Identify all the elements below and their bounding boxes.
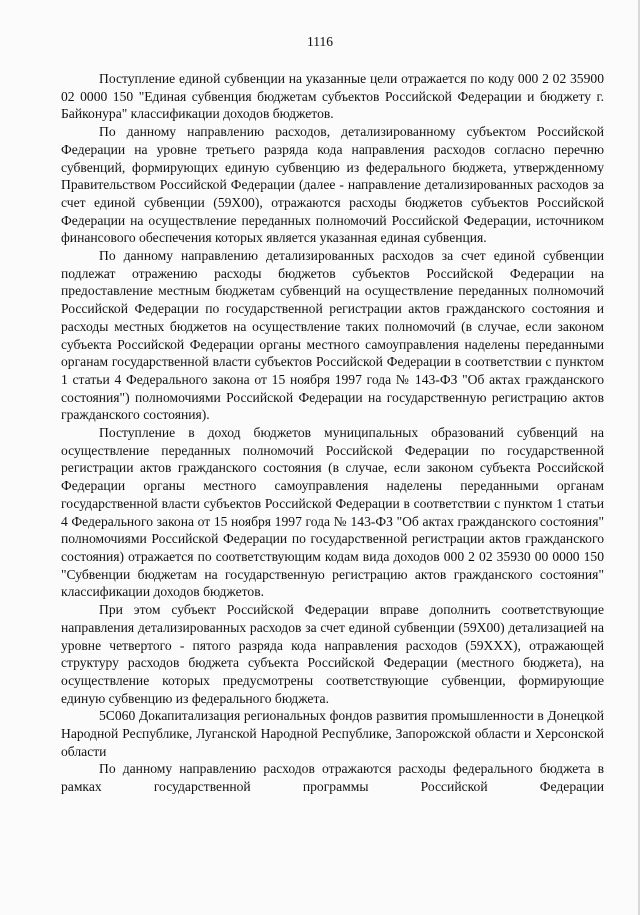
paragraph-1: Поступление единой субвенции на указанные цели отражается по коду 000 2 02 35900 02 0000 150 "Единая субвенция бюджетам субъектов Российской Федерации и бюджету г. Байконура" классификации доходов бюджетов. [61,71,604,122]
paragraph-6: 5С060 Докапитализация региональных фондов развития промышленности в Донецкой Народной Республике, Луганской Народной Республике, Запорожской области и Херсонской области [61,708,604,759]
paragraph-3: По данному направлению детализированных расходов за счет единой субвенции подлежат отражению расходы бюджетов субъектов Российской Федерации на предоставление местным бюджетам субвенций на осуществление переданных полномочий Российской Федерации по государственной регистрации актов гражданского состояния и расходы местных бюджетов на осуществление таких полномочий (в случае, если законом субъекта Российской Федерации органы местного самоуправления наделены переданными органам государственной власти субъектов Российской Федерации в соответствии с пунктом 1 статьи 4 Федерального закона от 15 ноября 1997 года № 143-ФЗ "Об актах гражданского состояния") полномочиями Российской Федерации на государственную регистрацию актов гражданского состояния). [61,248,604,423]
document-body [61,70,604,796]
paragraph-4: Поступление в доход бюджетов муниципальных образований субвенций на осуществление переданных полномочий Российской Федерации по государственной регистрации актов гражданского состояния (в случае, если законом субъекта Российской Федерации органы местного самоуправления наделены переданными органам государственной власти субъектов Российской Федерации в соответствии с пунктом 1 статьи 4 Федерального закона от 15 ноября 1997 года № 143-ФЗ "Об актах гражданского состояния" полномочиями Российской Федерации по государственной регистрации актов гражданского состояния) отражается по соответствующим кодам вида доходов 000 2 02 35930 00 0000 150 "Субвенции бюджетам на государственную регистрацию актов гражданского состояния" классификации доходов бюджетов. [61,425,604,600]
paragraph-7: По данному направлению расходов отражаются расходы федерального бюджета в рамках государственной программы Российской Федерации [61,761,604,795]
paragraph-5: При этом субъект Российской Федерации вправе дополнить соответствующие направления детализированных расходов за счет единой субвенции (59Х00) детализацией на уровне четвертого - пятого разряда кода направления расходов (59ХХХ), отражающей структуру расходов бюджета субъекта Российской Федерации (местного бюджета), на осуществление которых предусмотрены соответствующие субвенции, формирующие единую субвенцию из федерального бюджета. [61,602,604,706]
page-number: 1116 [307,34,333,49]
paragraph-2: По данному направлению расходов, детализированному субъектом Российской Федерации на уровне третьего разряда кода направления расходов согласно перечню субвенций, формирующих единую субвенцию из федерального бюджета, утвержденному Правительством Российской Федерации (далее - направление детализированных расходов за счет единой субвенции (59Х00), отражаются расходы бюджетов субъектов Российской Федерации на осуществление переданных полномочий Российской Федерации, источником финансового обеспечения которых является указанная единая субвенция. [61,124,604,246]
